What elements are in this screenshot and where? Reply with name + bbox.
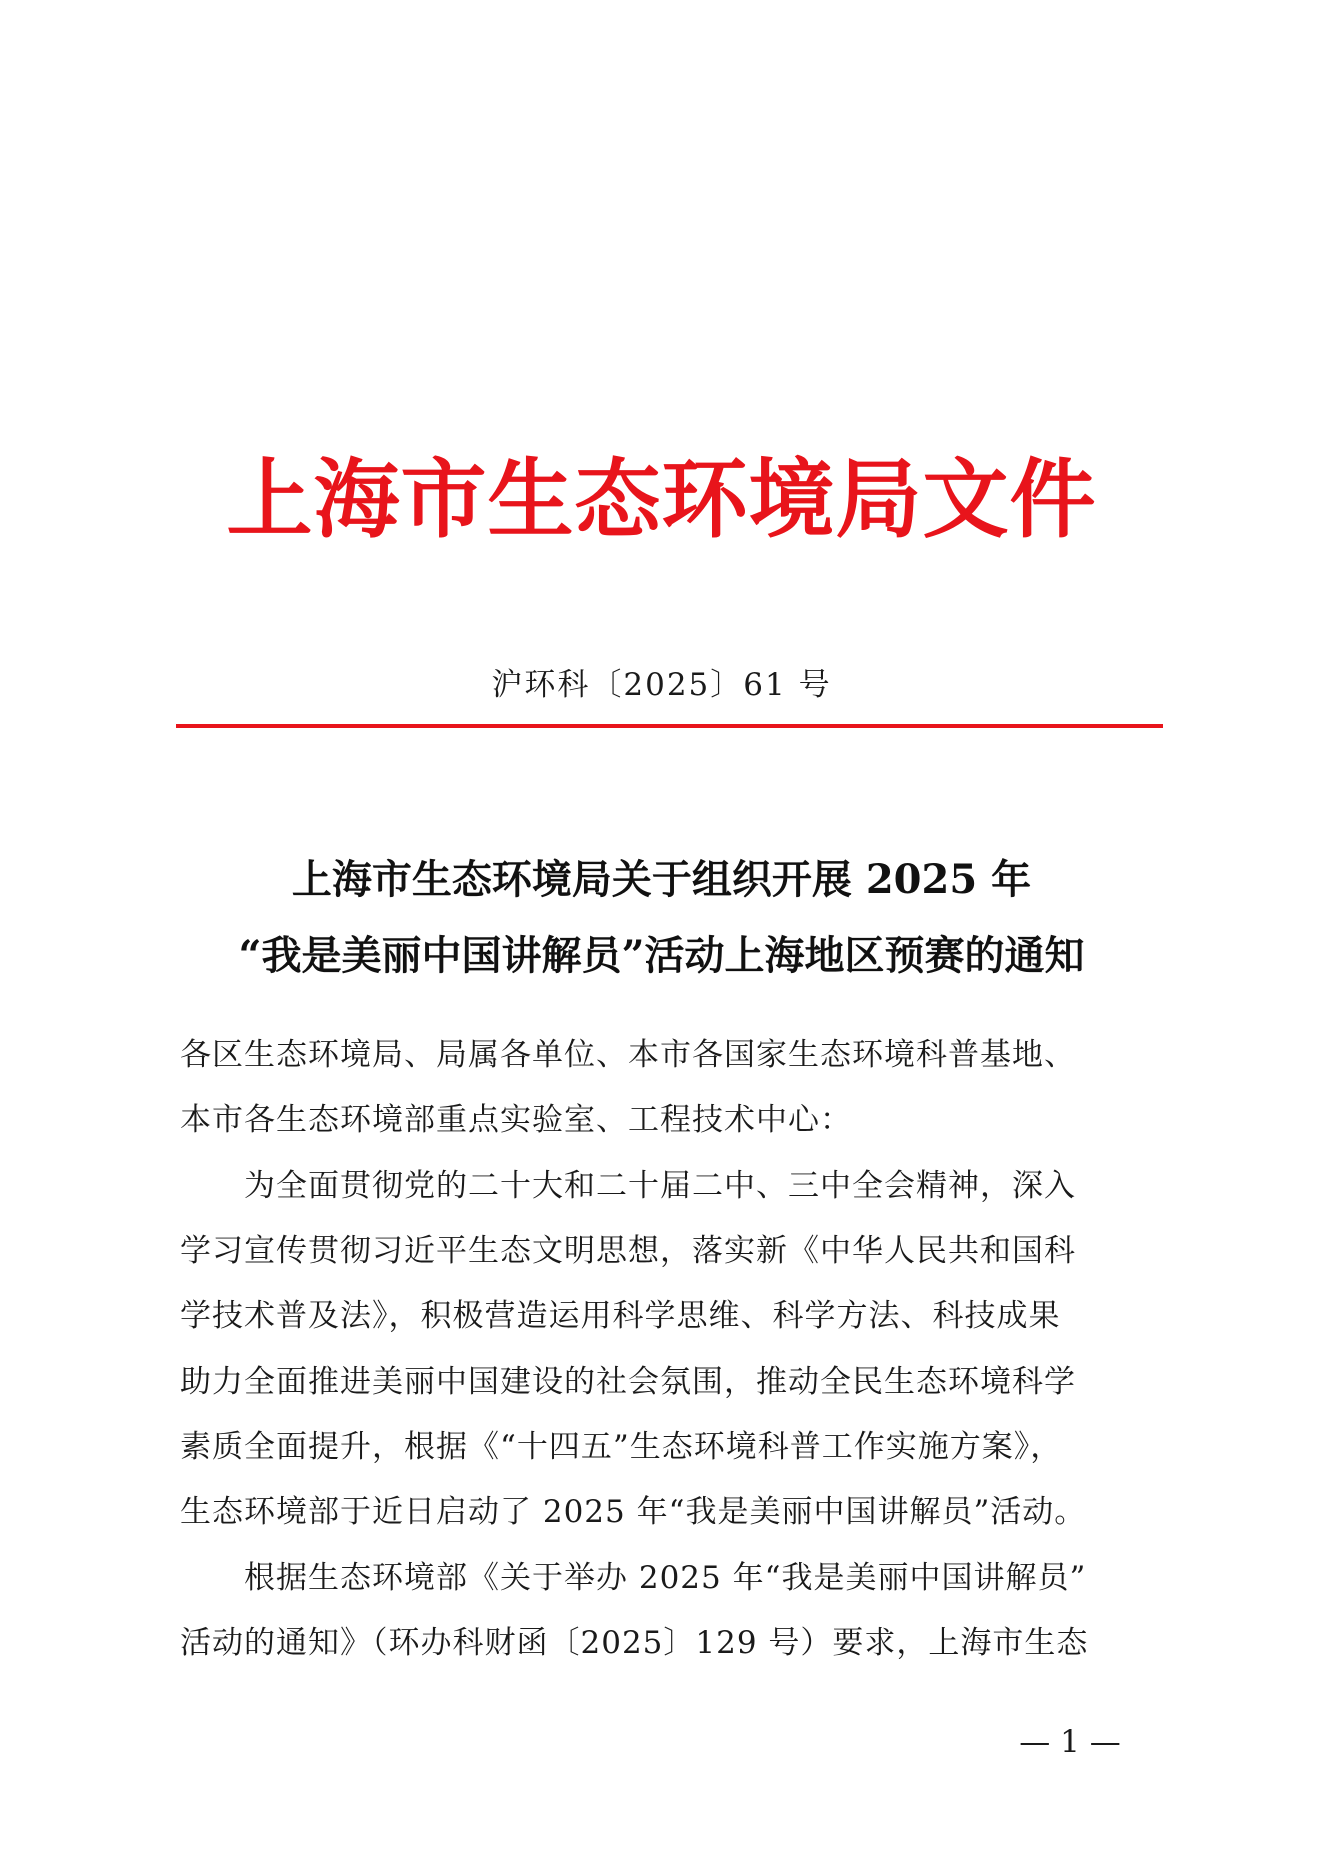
page-number: — 1 — (1019, 1724, 1121, 1760)
body-line: 根据生态环境部《关于举办 2025 年“我是美丽中国讲解员” (180, 1560, 1087, 1596)
document-number: 沪环科〔2025〕61 号 (491, 667, 832, 703)
body-line: 学习宣传贯彻习近平生态文明思想，落实新《中华人民共和国科 (180, 1233, 1076, 1269)
body-line: 本市各生态环境部重点实验室、工程技术中心： (180, 1102, 852, 1138)
red-divider-rule (176, 724, 1163, 728)
body-line: 为全面贯彻党的二十大和二十届二中、三中全会精神，深入 (180, 1168, 1076, 1204)
body-line: 学技术普及法》，积极营造运用科学思维、科学方法、科技成果 (180, 1298, 1061, 1334)
document-masthead: 上海市生态环境局文件 (226, 449, 1097, 550)
notice-title-line-1: 上海市生态环境局关于组织开展 2025 年 (291, 856, 1032, 903)
body-line: 生态环境部于近日启动了 2025 年“我是美丽中国讲解员”活动。 (180, 1494, 1087, 1530)
body-line: 各区生态环境局、局属各单位、本市各国家生态环境科普基地、 (180, 1037, 1076, 1073)
body-line: 素质全面提升，根据《“十四五”生态环境科普工作实施方案》， (180, 1429, 1063, 1465)
body-line: 活动的通知》（环办科财函〔2025〕129 号）要求，上海市生态 (180, 1625, 1089, 1661)
body-line: 助力全面推进美丽中国建设的社会氛围，推动全民生态环境科学 (180, 1364, 1076, 1400)
notice-title-line-2: “我是美丽中国讲解员”活动上海地区预赛的通知 (238, 932, 1085, 979)
